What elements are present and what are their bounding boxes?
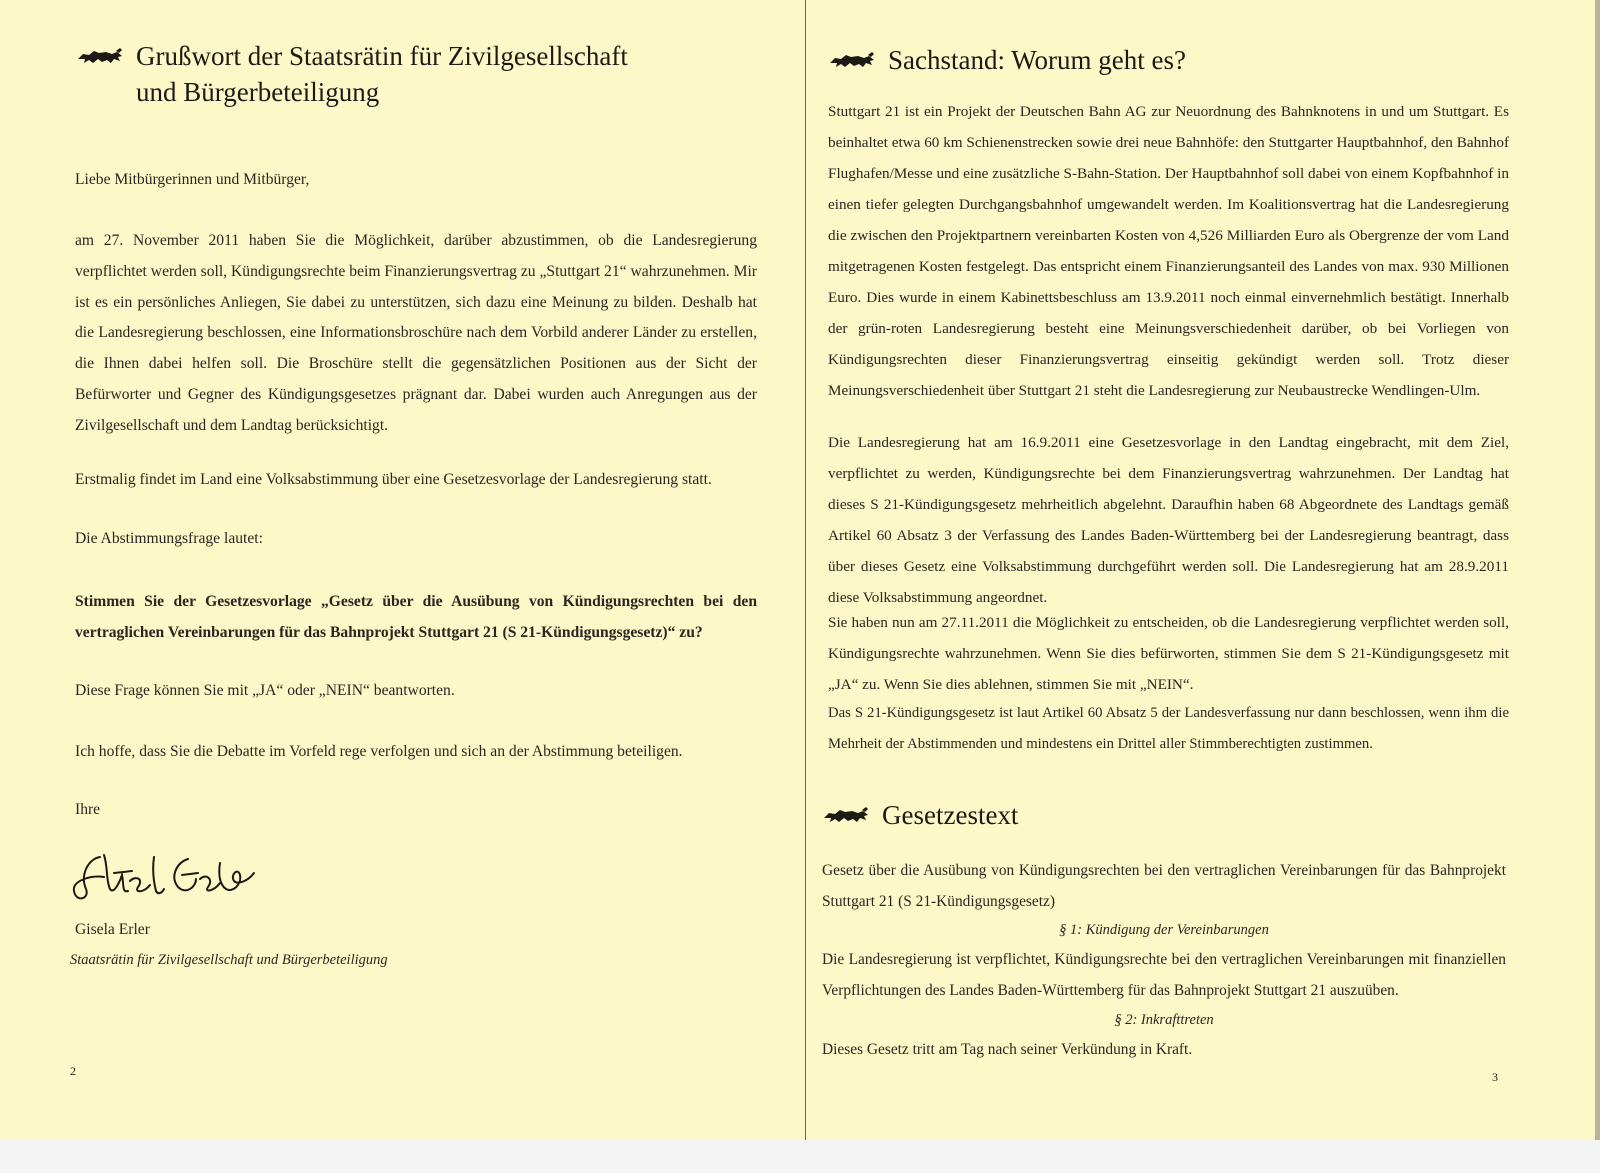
closing-text: Ich hoffe, dass Sie die Debatte im Vorfeld rege verfolgen und sich an der Abstimmung beteiligen.	[75, 743, 683, 760]
salutation: Liebe Mitbürgerinnen und Mitbürger,	[75, 171, 310, 188]
left-page	[0, 0, 805, 1140]
greeting-heading-line1: Grußwort der Staatsrätin für Zivilgesellschaft	[136, 41, 628, 71]
status-paragraph-4: Das S 21-Kündigungsgesetz ist laut Artikel 60 Absatz 5 der Landesverfassung nur dann beschlossen, wenn ihm die Mehrheit der Abstimmenden und mindestens ein Drittel aller Stimmberechtigten zustimmen.	[828, 705, 1509, 752]
signer-title: Staatsrätin für Zivilgesellschaft und Bürgerbeteiligung	[70, 952, 388, 968]
greeting-heading	[76, 38, 628, 110]
greeting-paragraph-1: am 27. November 2011 haben Sie die Möglichkeit, darüber abzustimmen, ob die Landesregierung verpflichtet werden soll, Kündigungsrechte beim Finanzierungsvertrag zu „Stuttgart 21“ wahrzunehmen. Mir ist es ein persönliches Anliegen, Sie dabei zu unterstützen, sich dazu eine Meinung zu bilden. Deshalb hat die Landesregierung beschlossen, eine Informationsbroschüre nach dem Vorbild anderer Länder zu erstellen, die Ihnen dabei helfen soll. Die Broschüre stellt die gegensätzlichen Positionen aus der Sicht der Befürworter und Gegner des Kündigungsgesetzes prägnant dar. Dabei wurden auch Anregungen aus der Zivilgesellschaft und dem Landtag berücksichtigt.	[75, 232, 757, 434]
greeting-paragraph-2: Erstmalig findet im Land eine Volksabstimmung über eine Gesetzesvorlage der Landesregierung statt.	[75, 471, 712, 488]
law-heading	[822, 797, 1018, 833]
lion-icon	[828, 49, 876, 73]
law-title: Gesetz über die Ausübung von Kündigungsrechten bei den vertraglichen Vereinbarungen für das Bahnprojekt Stuttgart 21 (S 21-Kündigungsgesetz)	[822, 862, 1506, 910]
scan-margin	[0, 1140, 1600, 1173]
law-heading-text: Gesetzestext	[882, 800, 1019, 830]
status-heading	[828, 42, 1186, 78]
handwritten-signature	[70, 845, 260, 910]
lion-icon	[76, 45, 124, 69]
page-number-right: 3	[1492, 1070, 1498, 1084]
status-paragraph-3: Sie haben nun am 27.11.2011 die Möglichkeit zu entscheiden, ob die Landesregierung verpflichtet werden soll, Kündigungsrechte wahrzunehmen. Wenn Sie dies befürworten, stimmen Sie dem S 21-Kündigungsgesetz mit „JA“ zu. Wenn Sie dies ablehnen, stimmen Sie mit „NEIN“.	[828, 614, 1509, 693]
status-paragraph-2: Die Landesregierung hat am 16.9.2011 eine Gesetzesvorlage in den Landtag eingebracht, mit dem Ziel, verpflichtet zu werden, Kündigungsrechte bei dem Finanzierungsvertrag wahrzunehmen. Der Landtag hat dieses S 21-Kündigungsgesetz mehrheitlich abgelehnt. Daraufhin haben 68 Abgeordnete des Landtags gemäß Artikel 60 Absatz 3 der Verfassung des Landes Baden-Württemberg bei der Landesregierung beantragt, dass über dieses Gesetz eine Volksabstimmung durchgeführt werden soll. Die Landesregierung hat am 28.9.2011 diese Volksabstimmung angeordnet.	[828, 434, 1509, 606]
status-paragraph-1: Stuttgart 21 ist ein Projekt der Deutschen Bahn AG zur Neuordnung des Bahnknotens in und um Stuttgart. Es beinhaltet etwa 60 km Schienenstrecken sowie drei neue Bahnhöfe: den Stuttgarter Hauptbahnhof, den Bahnhof Flughafen/Messe und eine zusätzliche S-Bahn-Station. Der Hauptbahnhof soll dabei von einem Kopfbahnhof in einen tiefer gelegten Durchgangsbahnhof umgewandelt werden. Im Koalitionsvertrag hat die Landesregierung die zwischen den Projektpartnern vereinbarten Kosten von 4,526 Milliarden Euro als Obergrenze der vom Land mitgetragenen Kosten festgelegt. Das entspricht einem Finanzierungsanteil des Landes von max. 930 Millionen Euro. Dies wurde in einem Kabinettsbeschluss am 13.9.2011 noch einmal einvernehmlich bestätigt. Innerhalb der grün-roten Landesregierung besteht eine Meinungsverschiedenheit darüber, ob bei Vorliegen von Kündigungsrechten dieser Finanzierungsvertrag einseitig gekündigt werden soll. Trotz dieser Meinungsverschiedenheit über Stuttgart 21 steht die Landesregierung zur Neubaustrecke Wendlingen-Ulm.	[828, 103, 1509, 399]
section-2-title: § 2: Inkrafttreten	[1114, 1012, 1214, 1028]
section-2-text: Dieses Gesetz tritt am Tag nach seiner Verkündung in Kraft.	[822, 1041, 1193, 1058]
right-page	[806, 0, 1595, 1140]
page-edge	[1595, 0, 1600, 1140]
sign-off: Ihre	[75, 801, 101, 818]
answer-note: Diese Frage können Sie mit „JA“ oder „NEIN“ beantworten.	[75, 682, 455, 699]
referendum-question: Stimmen Sie der Gesetzesvorlage „Gesetz über die Ausübung von Kündigungsrechten bei den vertraglichen Vereinbarungen für das Bahnprojekt Stuttgart 21 (S 21-Kündigungsgesetz)“ zu?	[75, 593, 757, 641]
greeting-heading-line2: und Bürgerbeteiligung	[136, 77, 380, 107]
page-number-left: 2	[70, 1064, 76, 1078]
lion-icon	[822, 804, 870, 828]
question-intro: Die Abstimmungsfrage lautet:	[75, 530, 263, 547]
section-1-title: § 1: Kündigung der Vereinbarungen	[1059, 922, 1269, 938]
signer-name: Gisela Erler	[75, 921, 150, 938]
status-heading-text: Sachstand: Worum geht es?	[888, 45, 1187, 75]
section-1-text: Die Landesregierung ist verpflichtet, Kündigungsrechte bei den vertraglichen Vereinbarungen mit finanziellen Verpflichtungen des Landes Baden-Württemberg für das Bahnprojekt Stuttgart 21 auszuüben.	[822, 951, 1506, 999]
